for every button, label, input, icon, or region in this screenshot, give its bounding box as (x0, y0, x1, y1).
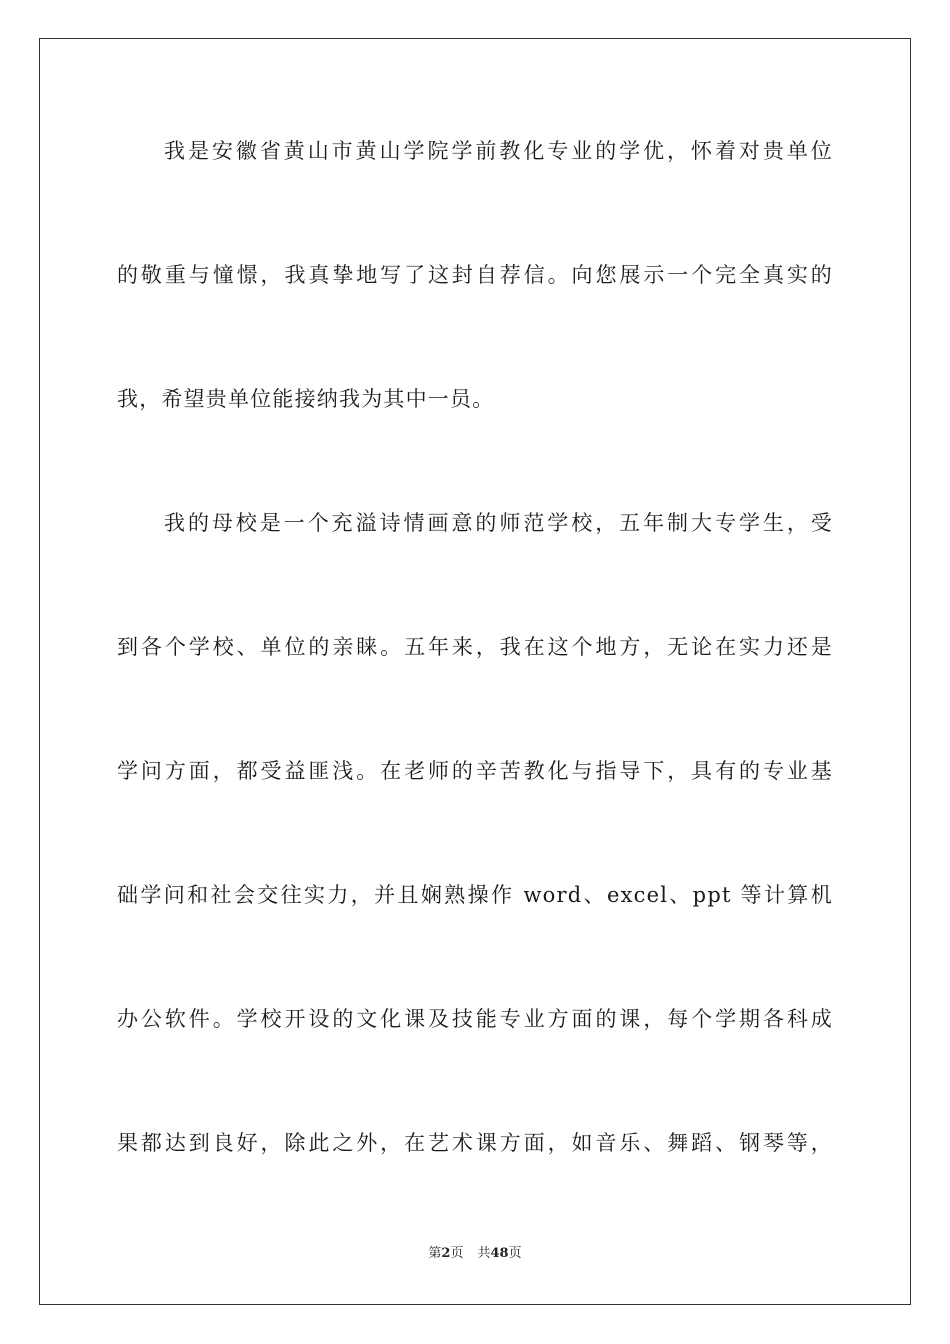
paragraph-2-line-3: 学问方面，都受益匪浅。在老师的辛苦教化与指导下，具有的专业基 (117, 759, 833, 783)
paragraph-1-line-2: 的敬重与憧憬，我真挚地写了这封自荐信。向您展示一个完全真实的 (117, 263, 833, 287)
paragraph-2-line-4: 础学问和社会交往实力，并且娴熟操作 word、excel、ppt 等计算机 (117, 883, 833, 907)
paragraph-2-line-6: 果都达到良好，除此之外，在艺术课方面，如音乐、舞蹈、钢琴等， (117, 1131, 833, 1155)
paragraph-1-line-3: 我，希望贵单位能接纳我为其中一员。 (117, 387, 495, 411)
footer-total-suffix: 页 (508, 1246, 522, 1261)
footer-page-number: 2 (441, 1246, 451, 1261)
page-footer (0, 1245, 950, 1263)
footer-total-pages: 48 (490, 1246, 509, 1261)
page-border (39, 38, 911, 1305)
paragraph-2-line-5: 办公软件。学校开设的文化课及技能专业方面的课，每个学期各科成 (117, 1007, 833, 1031)
paragraph-1-line-1: 我是安徽省黄山市黄山学院学前教化专业的学优，怀着对贵单位 (164, 139, 833, 163)
footer-page-suffix: 页 (450, 1246, 464, 1261)
footer-total-prefix: 共 (477, 1246, 491, 1261)
paragraph-2-line-1: 我的母校是一个充溢诗情画意的师范学校，五年制大专学生，受 (164, 511, 833, 535)
paragraph-2-line-2: 到各个学校、单位的亲睐。五年来，我在这个地方，无论在实力还是 (117, 635, 833, 659)
footer-page-prefix: 第 (428, 1246, 442, 1261)
